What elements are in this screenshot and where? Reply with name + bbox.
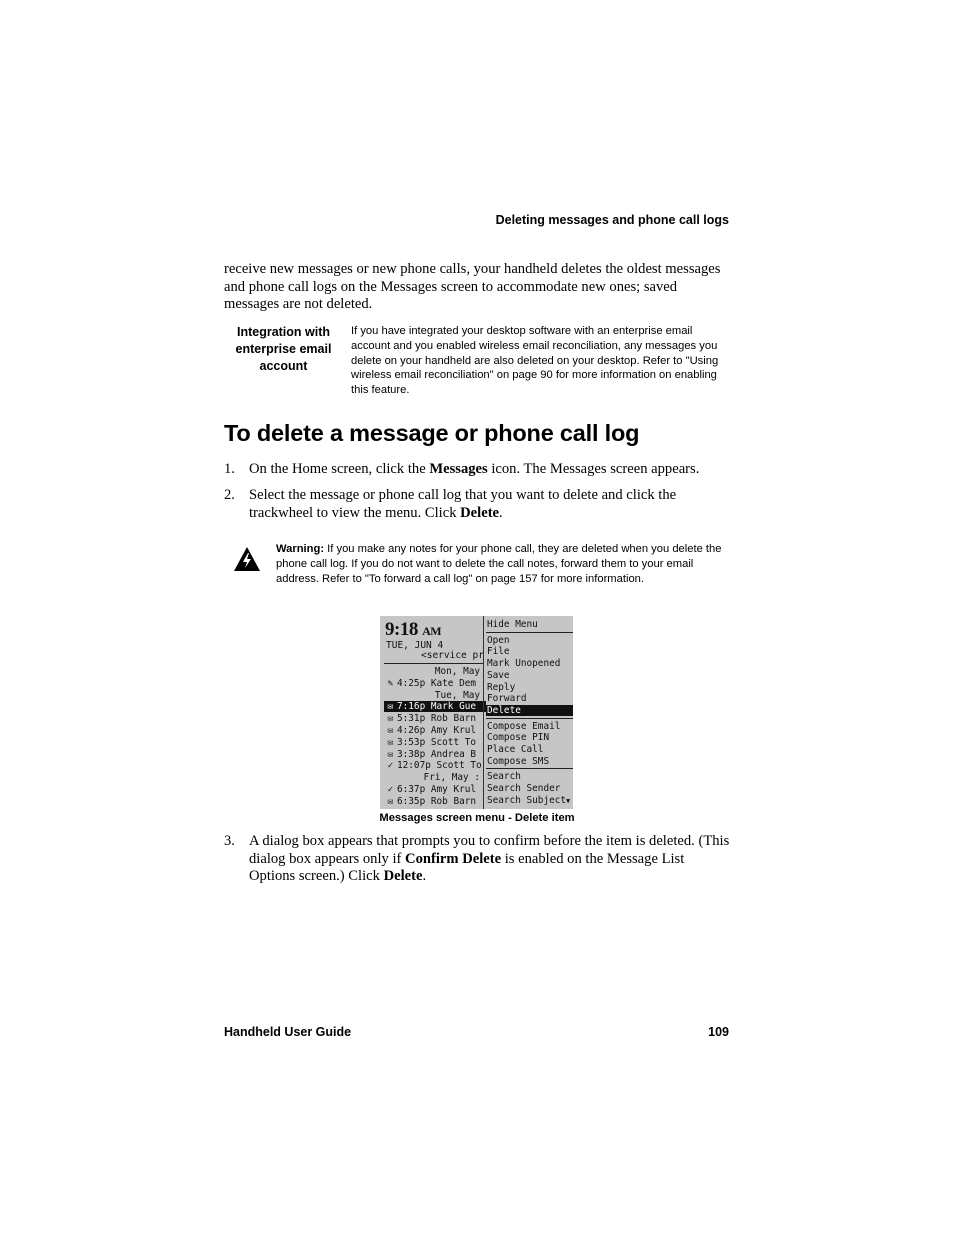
scroll-down-icon: ▼ <box>566 796 571 805</box>
message-row[interactable] <box>384 678 486 689</box>
step-number: 2. <box>224 487 235 503</box>
envelope-icon: ✉ <box>387 748 394 760</box>
message-row-text: 4:26p Amy Krul <box>397 725 477 736</box>
menu-item-compose-email[interactable]: Compose Email <box>487 720 561 732</box>
message-row-text: 12:07p Scott To <box>397 760 482 772</box>
context-menu <box>483 616 573 809</box>
list-date-header[interactable]: Mon, May <box>434 666 480 677</box>
envelope-icon: ✉ <box>387 736 394 748</box>
step-1 <box>224 461 730 479</box>
menu-item-delete[interactable]: Delete <box>486 705 573 717</box>
message-row[interactable] <box>384 725 486 736</box>
message-row-text: 3:38p Andrea B <box>397 748 477 760</box>
message-row-text: 3:53p Scott To <box>397 736 477 748</box>
menu-item-search-sender[interactable]: Search Sender <box>487 783 561 795</box>
list-date-header[interactable]: Fri, May : <box>423 772 480 784</box>
step-text: On the Home screen, click the Messages icon. The Messages screen appears. <box>249 461 700 477</box>
warning-label: Warning: <box>276 543 325 555</box>
menu-item-mark-unopened[interactable]: Mark Unopened <box>487 658 561 670</box>
message-row[interactable] <box>384 701 486 712</box>
date-label: TUE, JUN 4 <box>386 640 444 651</box>
menu-separator <box>486 632 573 633</box>
menu-separator <box>486 718 573 719</box>
section-heading: To delete a message or phone call log <box>224 420 640 446</box>
step-text: Select the message or phone call log that you want to delete and click the trackwheel to view the menu. Click Delete. <box>249 487 677 521</box>
menu-separator <box>486 768 573 769</box>
envelope-icon: ✉ <box>387 795 394 807</box>
message-row-text: 4:25p Kate Dem <box>397 677 477 689</box>
message-row[interactable] <box>384 760 486 771</box>
sidebar-note-body: If you have integrated your desktop software with an enterprise email account and you enabled wireless email reconciliation, any messages you delete on your handheld are also deleted on your desktop. Refer to "Using wireless email reconciliation" on page 90 for more information on enabling this feature. <box>351 325 719 397</box>
page-number: 109 <box>708 1025 729 1039</box>
menu-item-place-call[interactable]: Place Call <box>487 744 544 755</box>
step-number: 3. <box>224 833 235 849</box>
sent-check-icon: ✓ <box>387 760 394 772</box>
step-number: 1. <box>224 461 235 477</box>
warning-text: Warning: If you make any notes for your phone call, they are deleted when you delete the phone call log. If you do not want to delete the call notes, forward them to your email address. Refer to "To forward a call log" on page 157 for more information. <box>276 543 722 585</box>
envelope-icon: ✉ <box>387 725 394 736</box>
clock: 9:18 AM <box>385 619 442 640</box>
envelope-icon: ✉ <box>387 701 394 713</box>
running-header: Deleting messages and phone call logs <box>495 213 729 227</box>
menu-item-compose-sms[interactable]: Compose SMS <box>487 755 550 767</box>
lightning-warning-icon <box>234 547 260 571</box>
menu-item-search[interactable]: Search <box>487 771 521 783</box>
menu-item-open[interactable]: Open <box>487 634 510 646</box>
message-row[interactable] <box>384 737 486 748</box>
message-row[interactable] <box>384 796 486 807</box>
message-row-text: 7:16p Mark Gue <box>397 701 477 713</box>
message-list-pane <box>380 616 483 809</box>
menu-item-search-subject[interactable]: Search Subject▼ <box>487 794 571 806</box>
messages-screen-screenshot <box>380 616 573 809</box>
sidebar-note-title: Integration with enterprise email account <box>235 325 332 373</box>
step-2 <box>224 487 730 522</box>
step-text: A dialog box appears that prompts you to confirm before the item is deleted. (This dialog box appears only if Confirm Delete is enabled on the Message List Options screen.) Click Delete. <box>249 833 730 884</box>
menu-item-file[interactable]: File <box>487 646 510 658</box>
message-row[interactable] <box>384 784 486 795</box>
menu-item-compose-pin[interactable]: Compose PIN <box>487 732 550 744</box>
list-date-header[interactable]: Tue, May <box>434 689 480 701</box>
figure-caption: Messages screen menu - Delete item <box>379 812 575 824</box>
menu-item-hide-menu[interactable]: Hide Menu <box>487 619 538 630</box>
divider <box>384 663 483 664</box>
footer-guide-title: Handheld User Guide <box>224 1025 352 1039</box>
call-log-icon: ✎ <box>387 677 394 689</box>
service-label: <service pr <box>421 650 484 661</box>
message-row[interactable] <box>384 749 486 760</box>
envelope-icon: ✉ <box>387 713 394 725</box>
message-row-text: 5:31p Rob Barn <box>397 713 477 725</box>
step-3 <box>224 833 730 886</box>
message-row-text: 6:35p Rob Barn <box>397 795 477 807</box>
message-row[interactable] <box>384 713 486 724</box>
intro-paragraph: receive new messages or new phone calls, your handheld deletes the oldest messages and phone call logs on the Messages screen to accommodate new ones; saved messages are not deleted. <box>224 261 721 313</box>
menu-item-reply[interactable]: Reply <box>487 681 516 693</box>
menu-item-forward[interactable]: Forward <box>487 693 527 705</box>
sent-check-icon: ✓ <box>387 784 394 795</box>
message-row-text: 6:37p Amy Krul <box>397 784 477 795</box>
menu-item-save[interactable]: Save <box>487 669 510 681</box>
